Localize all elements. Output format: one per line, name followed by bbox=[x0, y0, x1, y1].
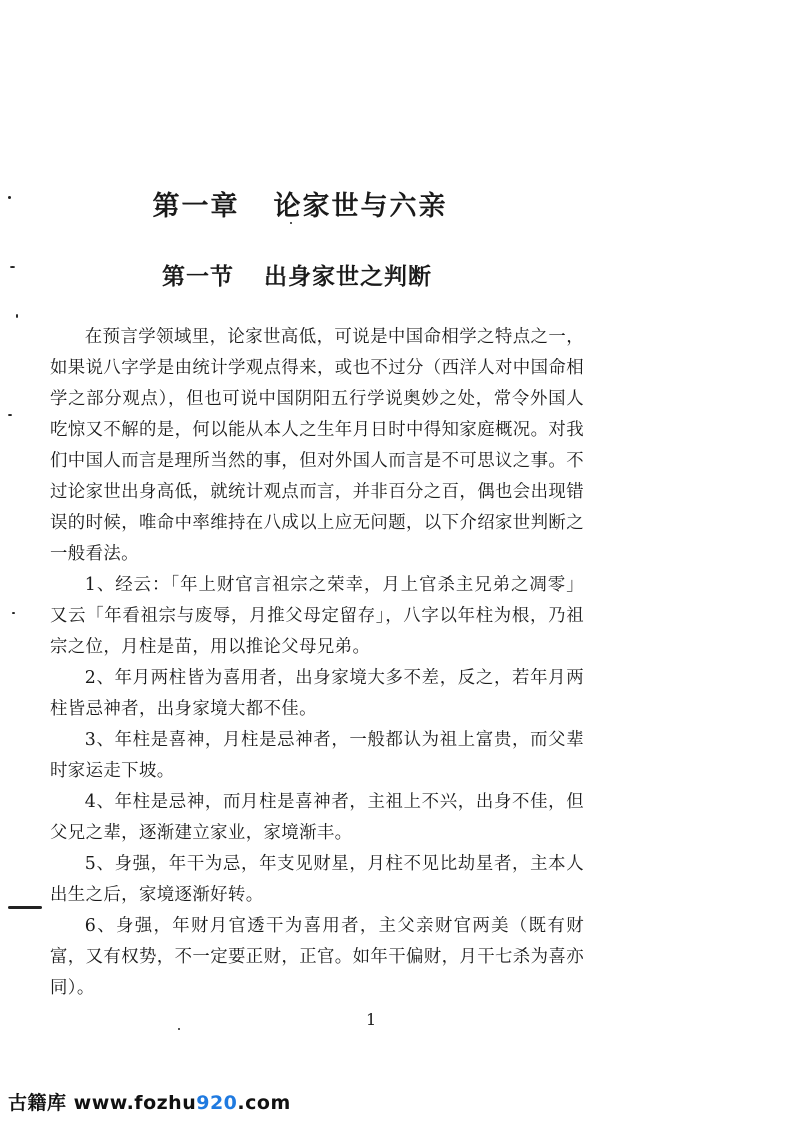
rule-paragraph-5: 5、身强，年干为忌，年支见财星，月柱不见比劫星者，主本人出生之后，家境逐渐好转。 bbox=[50, 854, 584, 905]
chapter-name: 论家世与六亲 bbox=[273, 191, 448, 222]
chapter-title bbox=[0, 184, 600, 223]
scan-speck bbox=[12, 612, 15, 614]
rule-paragraph-1: 1、经云：「年上财官言祖宗之荣幸，月上官杀主兄弟之凋零」又云「年看祖宗与废辱，月推父母定留存」，八字以年柱为根，乃祖宗之位，月柱是苗，用以推论父母兄弟。 bbox=[50, 575, 584, 657]
body-text bbox=[50, 322, 584, 1004]
section-title bbox=[162, 258, 432, 291]
scan-speck bbox=[290, 222, 292, 224]
scan-speck bbox=[16, 314, 18, 318]
section-name: 出身家世之判断 bbox=[264, 264, 432, 290]
watermark-url-suffix: .com bbox=[237, 1092, 291, 1114]
page-number: 1 bbox=[366, 1010, 377, 1029]
scan-speck bbox=[10, 266, 15, 268]
intro-paragraph: 在预言学领域里，论家世高低，可说是中国命相学之特点之一，如果说八字学是由统计学观点得来，或也不过分（西洋人对中国命相学之部分观点），但也可说中国阴阳五行学说奥妙之处，常令外国人吃惊又不解的是，何以能从本人之生年月日时中得知家庭概况。对我们中国人而言是理所当然的事，但对外国人而言是不可思议之事。不过论家世出身高低，就统计观点而言，并非百分之百，偶也会出现错误的时候，唯命中率维持在八成以上应无问题，以下介绍家世判断之一般看法。 bbox=[50, 327, 584, 564]
watermark-url-prefix: www.fozhu bbox=[73, 1092, 197, 1114]
section-label: 第一节 bbox=[162, 264, 234, 290]
watermark-site-name: 古籍库 bbox=[8, 1092, 67, 1114]
rule-paragraph-6: 6、身强，年财月官透干为喜用者，主父亲财官两美（既有财富，又有权势，不一定要正财，正官。如年干偏财，月干七杀为喜亦同）。 bbox=[50, 916, 584, 998]
watermark-url-number: 920 bbox=[196, 1092, 238, 1114]
rule-paragraph-2: 2、年月两柱皆为喜用者，出身家境大多不差，反之，若年月两柱皆忌神者，出身家境大都不佳。 bbox=[50, 668, 584, 719]
scan-speck bbox=[178, 1028, 180, 1030]
chapter-label: 第一章 bbox=[152, 191, 240, 222]
scan-speck bbox=[8, 414, 12, 416]
scan-speck bbox=[8, 906, 42, 909]
rule-paragraph-4: 4、年柱是忌神，而月柱是喜神者，主祖上不兴，出身不佳，但父兄之辈，逐渐建立家业，家境渐丰。 bbox=[50, 792, 584, 843]
scan-speck bbox=[8, 196, 11, 199]
site-watermark[interactable] bbox=[8, 1088, 291, 1115]
rule-paragraph-3: 3、年柱是喜神，月柱是忌神者，一般都认为祖上富贵，而父辈时家运走下坡。 bbox=[50, 730, 584, 781]
